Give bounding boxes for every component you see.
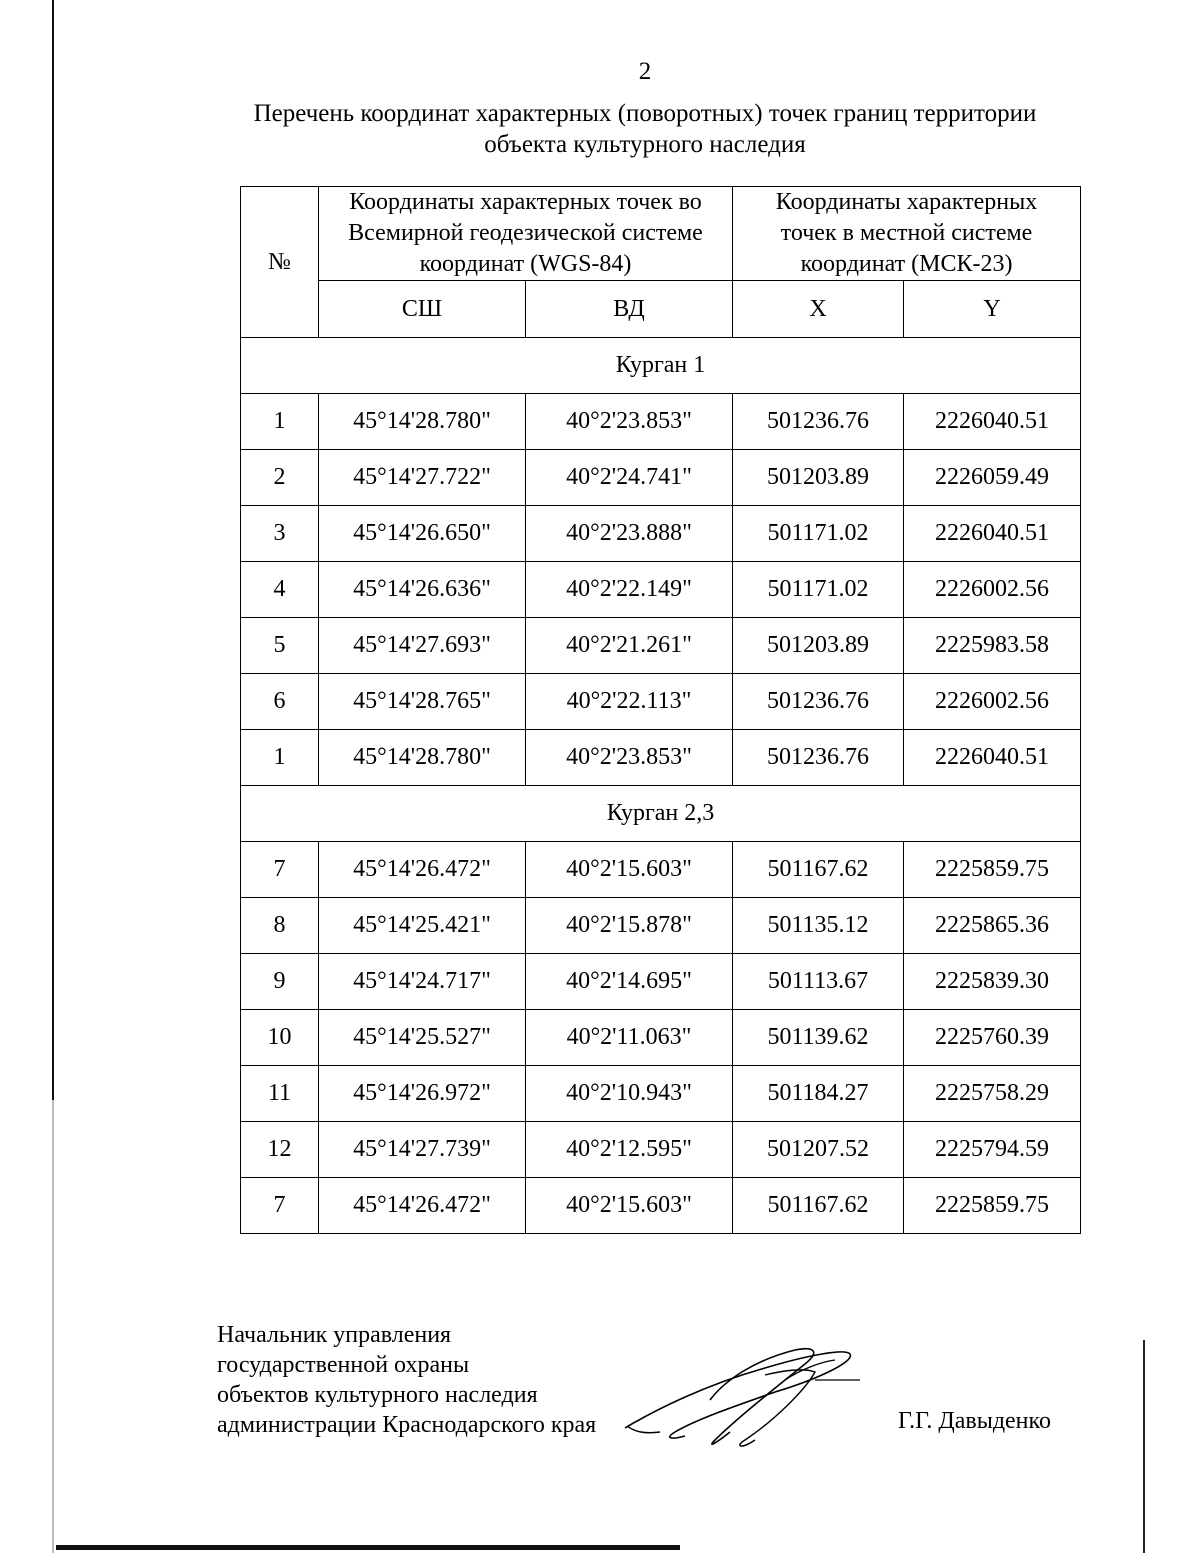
header-x: X	[733, 281, 904, 338]
cell-x: 501203.89	[733, 450, 904, 506]
cell-y: 2225983.58	[904, 618, 1081, 674]
cell-number: 1	[241, 730, 319, 786]
cell-y: 2225839.30	[904, 954, 1081, 1010]
table-row	[241, 1010, 1081, 1066]
cell-number: 4	[241, 562, 319, 618]
cell-x: 501236.76	[733, 730, 904, 786]
signatory-position-line-3: объектов культурного наследия	[217, 1382, 538, 1408]
header-latitude: СШ	[319, 281, 526, 338]
cell-y: 2225794.59	[904, 1122, 1081, 1178]
table-row	[241, 1066, 1081, 1122]
section-title: Курган 1	[241, 338, 1081, 394]
cell-longitude: 40°2'11.063"	[526, 1010, 733, 1066]
header-wgs84-line-1: Координаты характерных точек во	[349, 189, 702, 215]
cell-y: 2225865.36	[904, 898, 1081, 954]
cell-x: 501135.12	[733, 898, 904, 954]
cell-y: 2225760.39	[904, 1010, 1081, 1066]
cell-number: 8	[241, 898, 319, 954]
cell-longitude: 40°2'15.603"	[526, 1178, 733, 1234]
cell-longitude: 40°2'21.261"	[526, 618, 733, 674]
cell-longitude: 40°2'15.603"	[526, 842, 733, 898]
cell-latitude: 45°14'26.472"	[319, 842, 526, 898]
scan-border-bottom	[56, 1545, 680, 1550]
signatory-position-line-4: администрации Краснодарского края	[217, 1412, 597, 1438]
cell-number: 10	[241, 1010, 319, 1066]
table-row	[241, 898, 1081, 954]
table-row	[241, 954, 1081, 1010]
cell-number: 7	[241, 1178, 319, 1234]
table-row	[241, 394, 1081, 450]
cell-longitude: 40°2'22.113"	[526, 674, 733, 730]
cell-number: 1	[241, 394, 319, 450]
cell-longitude: 40°2'23.888"	[526, 506, 733, 562]
cell-y: 2226059.49	[904, 450, 1081, 506]
cell-latitude: 45°14'27.693"	[319, 618, 526, 674]
header-y: Y	[904, 281, 1081, 338]
cell-longitude: 40°2'10.943"	[526, 1066, 733, 1122]
cell-y: 2225859.75	[904, 842, 1081, 898]
cell-latitude: 45°14'28.780"	[319, 394, 526, 450]
cell-number: 6	[241, 674, 319, 730]
coordinates-table	[240, 186, 1081, 1234]
header-msk23-line-3: координат (МСК-23)	[800, 251, 1013, 277]
signatory-name: Г.Г. Давыденко	[898, 1408, 1051, 1434]
cell-longitude: 40°2'22.149"	[526, 562, 733, 618]
cell-x: 501113.67	[733, 954, 904, 1010]
cell-number: 3	[241, 506, 319, 562]
cell-longitude: 40°2'23.853"	[526, 730, 733, 786]
cell-y: 2226040.51	[904, 506, 1081, 562]
table-row	[241, 1122, 1081, 1178]
cell-longitude: 40°2'14.695"	[526, 954, 733, 1010]
table-row	[241, 618, 1081, 674]
header-wgs84-group	[319, 187, 733, 281]
cell-x: 501167.62	[733, 1178, 904, 1234]
cell-number: 11	[241, 1066, 319, 1122]
cell-x: 501167.62	[733, 842, 904, 898]
document-title-line-1: Перечень координат характерных (поворотных) точек границ территории	[253, 100, 1037, 127]
signatory-position-line-2: государственной охраны	[217, 1352, 470, 1378]
cell-y: 2225859.75	[904, 1178, 1081, 1234]
cell-number: 5	[241, 618, 319, 674]
header-wgs84-line-2: Всемирной геодезической системе	[348, 220, 703, 246]
header-number: №	[241, 187, 319, 338]
table-row	[241, 842, 1081, 898]
cell-latitude: 45°14'25.421"	[319, 898, 526, 954]
signatory-position	[217, 1320, 596, 1440]
cell-longitude: 40°2'24.741"	[526, 450, 733, 506]
cell-longitude: 40°2'12.595"	[526, 1122, 733, 1178]
cell-x: 501171.02	[733, 562, 904, 618]
cell-latitude: 45°14'28.765"	[319, 674, 526, 730]
cell-latitude: 45°14'24.717"	[319, 954, 526, 1010]
cell-x: 501207.52	[733, 1122, 904, 1178]
cell-number: 2	[241, 450, 319, 506]
cell-number: 9	[241, 954, 319, 1010]
cell-latitude: 45°14'27.739"	[319, 1122, 526, 1178]
section-title: Курган 2,3	[241, 786, 1081, 842]
header-longitude: ВД	[526, 281, 733, 338]
section-row	[241, 786, 1081, 842]
cell-latitude: 45°14'26.972"	[319, 1066, 526, 1122]
cell-x: 501139.62	[733, 1010, 904, 1066]
cell-latitude: 45°14'28.780"	[319, 730, 526, 786]
table-row	[241, 562, 1081, 618]
table-row	[241, 674, 1081, 730]
header-msk23-line-2: точек в местной системе	[780, 220, 1033, 246]
cell-longitude: 40°2'15.878"	[526, 898, 733, 954]
cell-latitude: 45°14'26.636"	[319, 562, 526, 618]
cell-y: 2226002.56	[904, 562, 1081, 618]
cell-latitude: 45°14'25.527"	[319, 1010, 526, 1066]
cell-number: 12	[241, 1122, 319, 1178]
header-msk23-line-1: Координаты характерных	[775, 189, 1038, 215]
document-title	[200, 98, 1090, 160]
cell-y: 2225758.29	[904, 1066, 1081, 1122]
handwritten-signature	[615, 1340, 865, 1460]
table-row	[241, 506, 1081, 562]
cell-x: 501184.27	[733, 1066, 904, 1122]
cell-y: 2226040.51	[904, 730, 1081, 786]
signatory-position-line-1: Начальник управления	[217, 1322, 452, 1348]
cell-latitude: 45°14'26.472"	[319, 1178, 526, 1234]
table-row	[241, 1178, 1081, 1234]
scan-border-left-faint	[52, 1100, 54, 1553]
section-row	[241, 338, 1081, 394]
cell-x: 501236.76	[733, 674, 904, 730]
cell-y: 2226040.51	[904, 394, 1081, 450]
cell-x: 501171.02	[733, 506, 904, 562]
header-msk23-group	[733, 187, 1081, 281]
table-row	[241, 730, 1081, 786]
cell-latitude: 45°14'27.722"	[319, 450, 526, 506]
cell-longitude: 40°2'23.853"	[526, 394, 733, 450]
scan-border-right	[1143, 1340, 1145, 1553]
cell-y: 2226002.56	[904, 674, 1081, 730]
cell-x: 501236.76	[733, 394, 904, 450]
cell-number: 7	[241, 842, 319, 898]
page-number: 2	[638, 58, 652, 85]
cell-x: 501203.89	[733, 618, 904, 674]
header-wgs84-line-3: координат (WGS-84)	[419, 251, 632, 277]
document-title-line-2: объекта культурного наследия	[484, 131, 806, 158]
table-row	[241, 450, 1081, 506]
cell-latitude: 45°14'26.650"	[319, 506, 526, 562]
